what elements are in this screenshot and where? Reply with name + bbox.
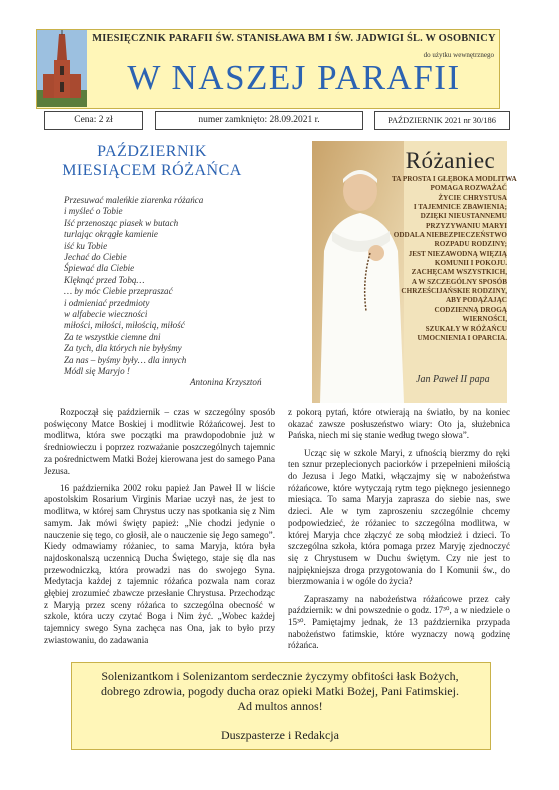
article-title-line2: MIESIĄCEM RÓŻAŃCA xyxy=(62,162,242,179)
wishes-line: dobrego zdrowia, pogody ducha oraz opieki Matki Bożej, Pani Fatimskiej. xyxy=(101,684,459,698)
poem-author: Antonina Krzysztoń xyxy=(190,377,262,387)
poster-line: ABY PODĄŻAJĄC xyxy=(445,296,507,305)
poster-line: SZUKAŁY W RÓŻAŃCU xyxy=(425,324,507,333)
poem-line: Za te wszystkie ciemne dni xyxy=(64,331,161,342)
poster-line: DZIĘKI NIEUSTANNEMU xyxy=(420,212,507,221)
price-box xyxy=(44,111,143,130)
poem-line: Jechać do Ciebie xyxy=(64,252,127,263)
paragraph: z pokorą pytań, które otwierają na światło, by na koniec okazać zawsze posłuszeństwo wiary: Oto ja, służebnica Pańska, niech mi się stanie według twego słowa”. xyxy=(288,407,510,441)
poster-quote xyxy=(392,175,517,343)
poem-line: Za tych, dla których nie byłyśmy xyxy=(64,343,182,354)
issue-box xyxy=(374,111,510,130)
poster-line: TA PROSTA I GŁĘBOKA MODLITWA xyxy=(392,175,517,183)
wishes-line: Solenizantkom i Solenizantom serdecznie życzymy obfitości łask Bożych, xyxy=(101,669,459,683)
poster-line: PRZYZYWANIU MARYI xyxy=(425,221,507,230)
poem-line: … by móc Ciebie przepraszać xyxy=(64,286,173,297)
poem-line: i myśleć o Tobie xyxy=(64,206,123,217)
poster-line: CODZIENNĄ DROGĄ xyxy=(434,305,507,314)
poem-line: iść ku Tobie xyxy=(64,240,108,251)
poster-line: ZACHĘCAM WSZYSTKICH, xyxy=(411,268,507,277)
poem-line: Przesuwać maleńkie ziarenka różańca xyxy=(64,195,204,205)
closing-date-box xyxy=(155,111,363,130)
masthead-title: W NASZEJ PARAFII xyxy=(127,58,461,97)
paragraph: Ucząc się w szkole Maryi, z ufnością bierzmy do ręki ten sznur przeplecionych paciorków i przepełnieni miłością do Jezusa i Jego Matki, włączajmy się w nabożeństwa różańcowe, które wytyczają rytm tego pięknego jesiennego miesiąca. To sama Maryja zaprasza do siebie nas, swe dzieci. Ale w tym zaproszeniu szczególnie chcemy podpowiedzieć, że różaniec to szczególna modlitwa, w której Maryja chce złączyć ze sobą młodzież i dzieci. To szczególna szkoła, która pomaga przez Maryję zjednoczyć się z Chrystusem w Duchu świętym. Czy nie jest to najpiękniejsza droga przygotowania do I Komunii św., do bierzmowania i w ogóle do życia? xyxy=(288,447,510,587)
price-label: Cena: 2 zł xyxy=(74,115,113,125)
poster-heading: Różaniec xyxy=(405,148,496,173)
poem-line: i odmieniać przedmioty xyxy=(64,297,150,308)
poem xyxy=(64,195,294,378)
article-column-right xyxy=(288,407,510,658)
poem-line: Za nas – byśmy były… dla innych xyxy=(64,354,187,365)
poem-line: Módl się Maryjo ! xyxy=(64,366,130,377)
poem-line: miłości, miłości, miłością, miłość xyxy=(64,320,185,331)
paragraph: Rozpoczął się październik – czas w szczególny sposób poświęcony Matce Boskiej i modlitwie Różańcowej. Jest to modlitwa, która swe początki ma prawdopodobnie już w średniowieczu i poprzez rozważanie poszczególnych tajemnic za pośrednictwem Matki Bożej kierowana jest do samego Pana Jezusa. xyxy=(44,407,275,476)
poster-line: JEST NIEZAWODNĄ WIĘZIĄ xyxy=(408,249,507,258)
poster-line: KOMUNII I POKOJU. xyxy=(434,259,507,268)
church-photo xyxy=(37,30,87,107)
issue-label: PAŹDZIERNIK 2021 nr 30/186 xyxy=(388,116,496,125)
parish-name: MIESIĘCZNIK PARAFII ŚW. STANISŁAWA BM I ŚW. JADWIGI ŚL. W OSOBNICY xyxy=(92,33,496,44)
poster-signature: Jan Paweł II papa xyxy=(416,374,490,385)
poster-line: I TAJEMNICE ZBAWIENIA; xyxy=(413,203,507,212)
poster-line: ODDALA NIEBEZPIECZEŃSTWO xyxy=(393,231,507,240)
poster-line: ŻYCIE CHRYSTUSA xyxy=(438,193,507,202)
paragraph: 16 października 2002 roku papież Jan Paweł II w liście apostolskim Rosarium Virginis Mariae uczył nas, że jest to modlitwa, w której sam Chrystus uczy nas spotkania się z Nim samym. Jak mówi święty papież: „Nie chodzi jedynie o nauczenie się tego, co głosił, ale o nauczenie się Jego samego”. Kiedy odmawiamy różaniec, to sama Maryja, która była najdoskonalszą uczennicą Ducha Świętego, staje się dla nas przewodniczką, która prowadzi nas do swojego Syna. Medytacja każdej z tajemnic różańca pozwala nam coraz głębiej zrozumieć zbawcze przesłanie Chrystusa. Przechodząc z Maryją przez sceny różańca to szczególna obecność w szkole, która uczy czytać Boga i Nim żyć. „Wobec każdej tajemnicy swego Syna zachęca nas Ona, jak to było przy zwiastowaniu, do zadawania xyxy=(44,482,275,645)
article-title-line1: PAŹDZIERNIK xyxy=(97,143,207,160)
paragraph: Zapraszamy na nabożeństwa różańcowe przez cały październik: w dni powszednie o godz. 17³⁰, a w niedziele o 15³⁰. Pamiętajmy jednak, że 13 października przypada nabożeństwo fatimskie, które wyznaczy nową godzinę różańca. xyxy=(288,593,510,651)
wishes-line: Ad multos annos! xyxy=(237,699,323,713)
wishes-text xyxy=(71,669,489,714)
wishes-signature: Duszpasterze i Redakcja xyxy=(221,728,339,742)
poem-line: Iść przenosząc piasek w butach xyxy=(64,217,179,228)
poster-line: ROZPADU RODZINY; xyxy=(434,240,507,249)
article-column-left xyxy=(44,407,275,652)
poem-line: w alfabecie wieczności xyxy=(64,309,148,320)
poem-line: Śpiewać dla Ciebie xyxy=(64,263,135,274)
poster-line: POMAGA ROZWAŻAĆ xyxy=(430,184,507,193)
poster-line: CHRZEŚCIJAŃSKIE RODZINY, xyxy=(401,287,507,296)
poem-line: Klęknąć przed Tobą… xyxy=(64,274,145,285)
poster-line: UMOCNIENIA I OPARCIA. xyxy=(417,333,507,342)
poster-line: WIERNOŚCI, xyxy=(462,315,507,324)
closing-date-label: numer zamknięto: 28.09.2021 r. xyxy=(198,115,320,125)
poster-line: A W SZCZEGÓLNY SPOSÓB xyxy=(411,277,507,286)
internal-use-note: do użytku wewnętrznego xyxy=(423,51,494,59)
poem-line: turlając okrągłe kamienie xyxy=(64,229,158,240)
